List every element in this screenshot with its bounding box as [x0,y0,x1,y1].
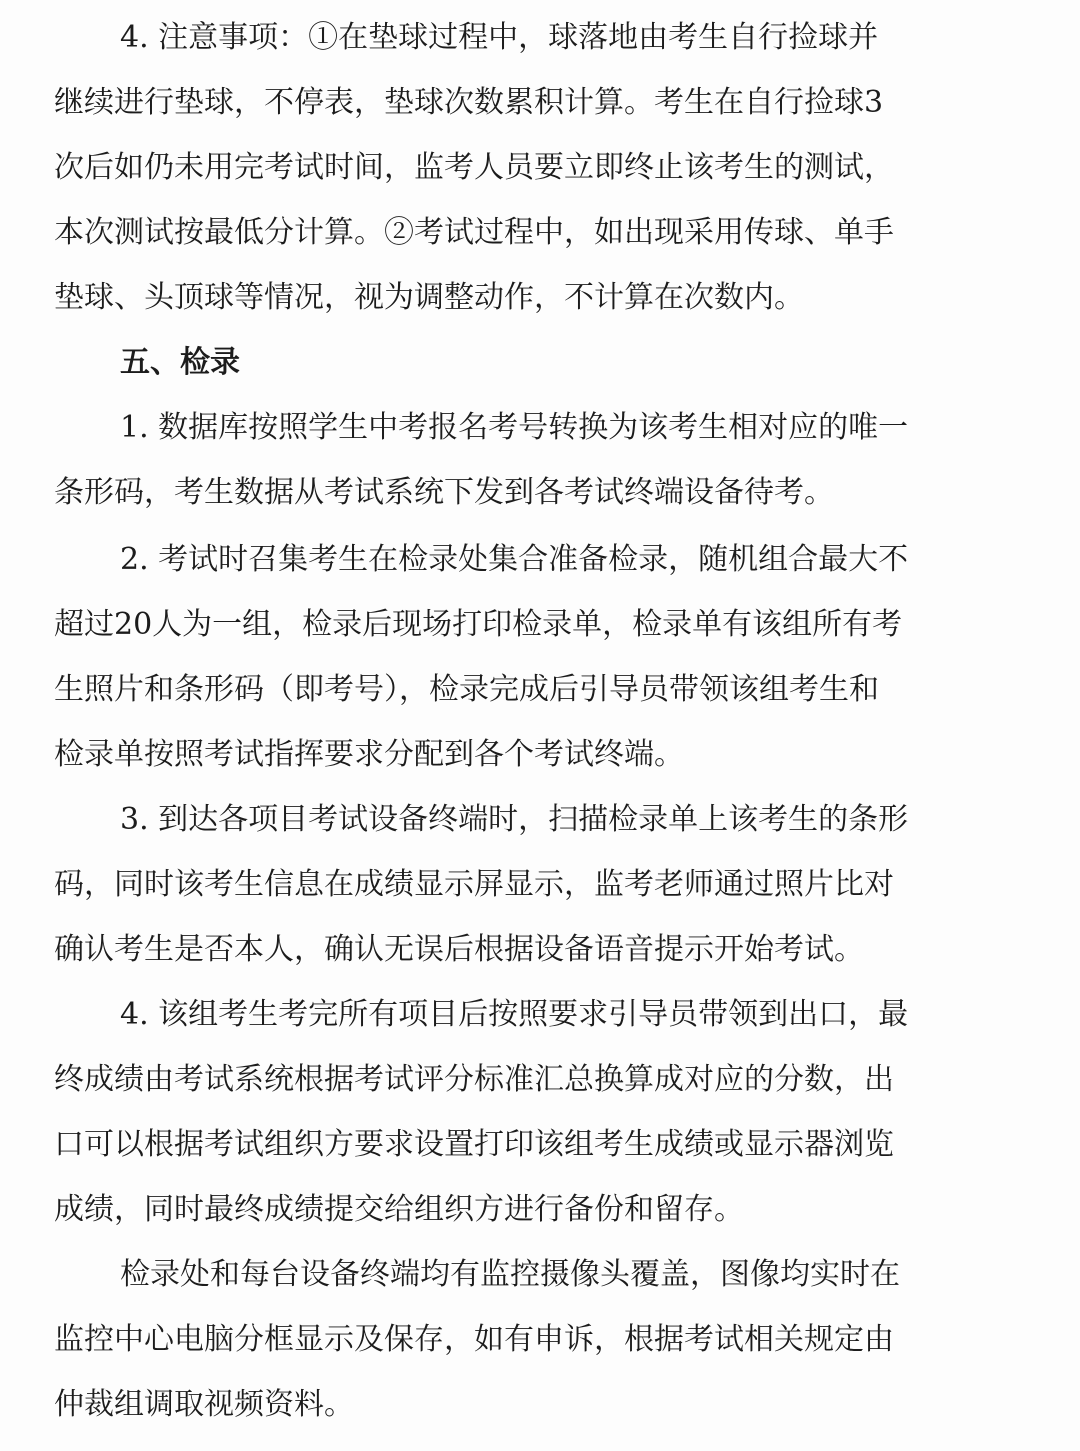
paragraph-line: 终成绩由考试系统根据考试评分标准汇总换算成对应的分数，出 [54,1062,894,1097]
section-heading: 五、检录 [120,345,240,380]
paragraph-line: 检录处和每台设备终端均有监控摄像头覆盖，图像均实时在 [120,1257,900,1292]
paragraph-line: 生照片和条形码（即考号），检录完成后引导员带领该组考生和 [54,672,879,707]
paragraph-line: 1. 数据库按照学生中考报名考号转换为该考生相对应的唯一 [120,410,909,445]
paragraph-line: 本次测试按最低分计算。②考试过程中，如出现采用传球、单手 [54,215,894,250]
paragraph-line: 成绩，同时最终成绩提交给组织方进行备份和留存。 [54,1192,744,1227]
paragraph-line: 垫球、头顶球等情况，视为调整动作，不计算在次数内。 [54,280,804,315]
paragraph-line: 3. 到达各项目考试设备终端时，扫描检录单上该考生的条形 [120,802,909,837]
paragraph-line: 检录单按照考试指挥要求分配到各个考试终端。 [54,737,684,772]
paragraph-line: 确认考生是否本人，确认无误后根据设备语音提示开始考试。 [54,932,864,967]
paragraph-line: 口可以根据考试组织方要求设置打印该组考生成绩或显示器浏览 [54,1127,894,1162]
paragraph-line: 超过20人为一组，检录后现场打印检录单，检录单有该组所有考 [54,607,903,642]
paragraph-line: 码，同时该考生信息在成绩显示屏显示，监考老师通过照片比对 [54,867,894,902]
paragraph-line: 监控中心电脑分框显示及保存，如有申诉，根据考试相关规定由 [54,1322,894,1357]
paragraph-line: 2. 考试时召集考生在检录处集合准备检录，随机组合最大不 [120,542,909,577]
paragraph-line: 继续进行垫球，不停表，垫球次数累积计算。考生在自行捡球3 [54,85,884,120]
paragraph-line: 次后如仍未用完考试时间，监考人员要立即终止该考生的测试， [54,150,894,185]
paragraph-line: 4. 注意事项：①在垫球过程中，球落地由考生自行捡球并 [120,20,879,55]
paragraph-line: 条形码，考生数据从考试系统下发到各考试终端设备待考。 [54,475,834,510]
paragraph-line: 4. 该组考生考完所有项目后按照要求引导员带领到出口，最 [120,997,909,1032]
paragraph-line: 仲裁组调取视频资料。 [54,1387,354,1422]
